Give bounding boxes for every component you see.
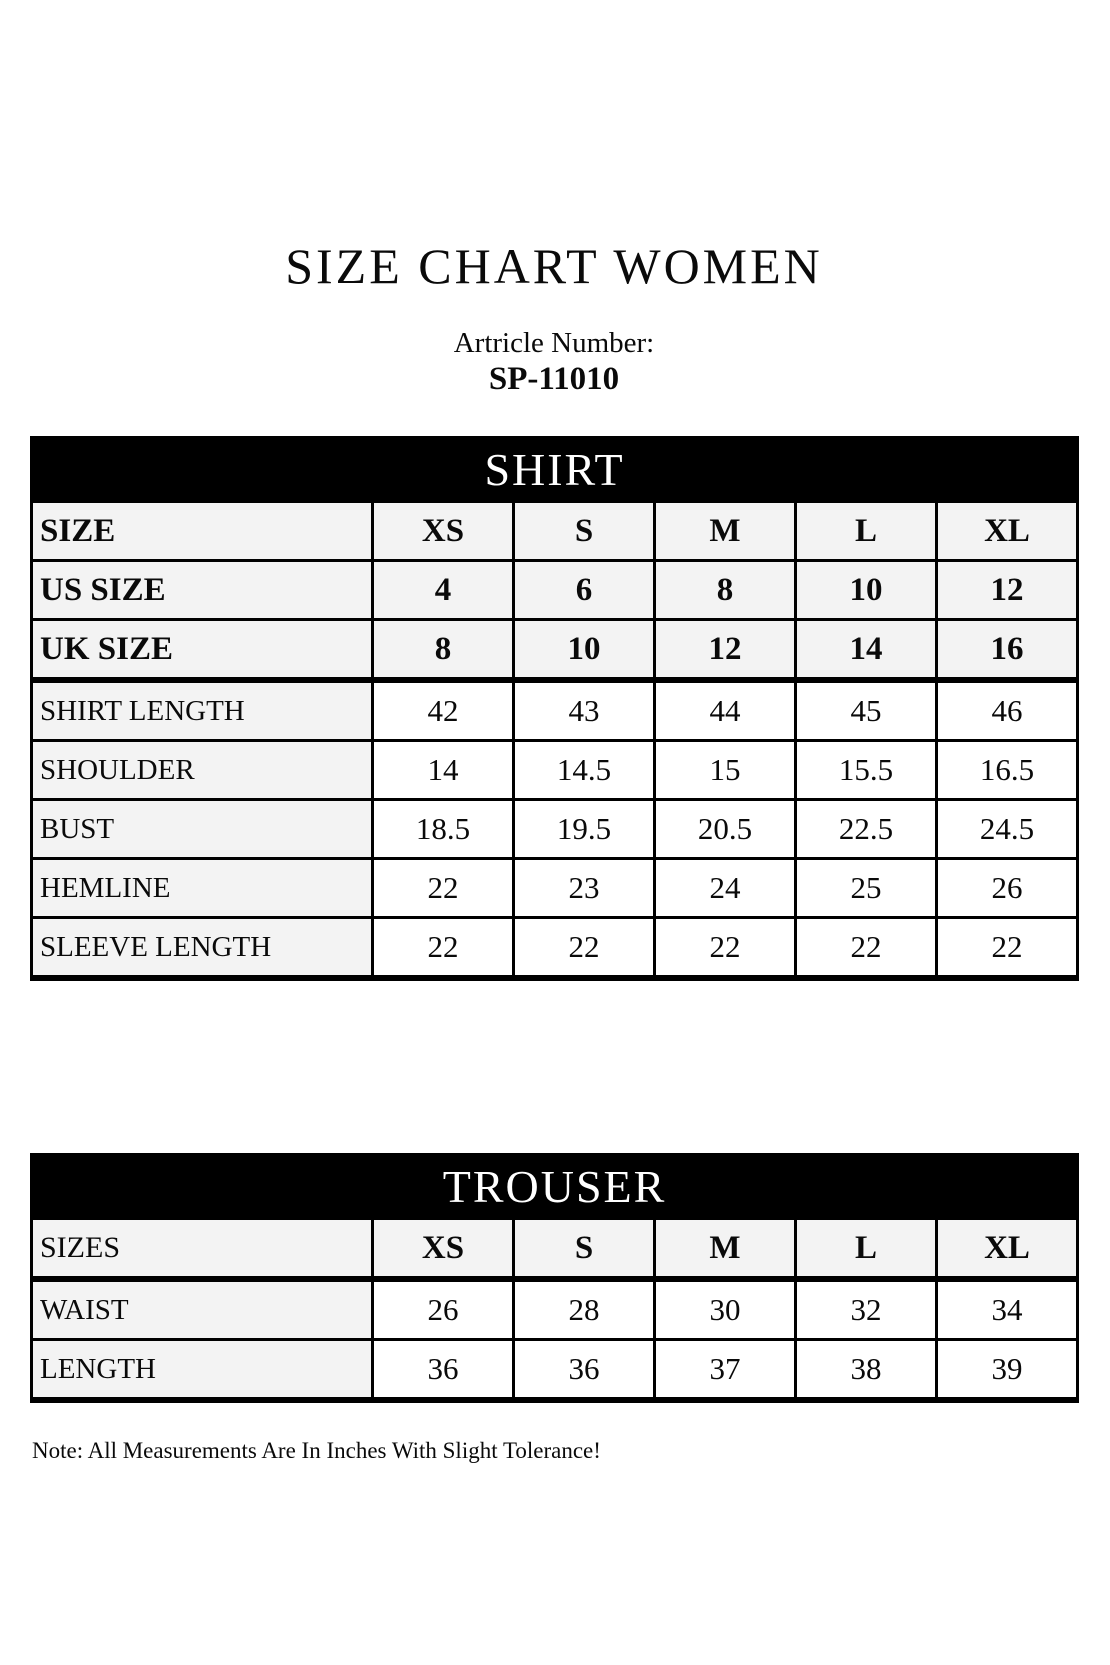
measure-value-cell: 38: [796, 1340, 937, 1401]
size-value-cell: 14: [796, 620, 937, 681]
measure-value-cell: 46: [937, 680, 1078, 741]
measure-value-cell: 24: [655, 859, 796, 918]
size-value-cell: XS: [373, 1219, 514, 1280]
size-value-cell: S: [514, 502, 655, 561]
measure-value-cell: 20.5: [655, 800, 796, 859]
table-row-uk-size: [32, 620, 1078, 681]
measure-value-cell: 14.5: [514, 741, 655, 800]
size-value-cell: XS: [373, 502, 514, 561]
table-row-length: [32, 1340, 1078, 1401]
measure-value-cell: 26: [373, 1279, 514, 1340]
measure-value-cell: 24.5: [937, 800, 1078, 859]
row-label: WAIST: [32, 1279, 373, 1340]
article-number: SP-11010: [488, 361, 620, 397]
size-value-cell: M: [655, 502, 796, 561]
measure-value-cell: 34: [937, 1279, 1078, 1340]
row-label: UK SIZE: [32, 620, 373, 681]
size-value-cell: M: [655, 1219, 796, 1280]
measure-value-cell: 25: [796, 859, 937, 918]
row-label: SHOULDER: [32, 741, 373, 800]
shirt-table-title: SHIRT: [32, 438, 1078, 502]
row-label: SLEEVE LENGTH: [32, 918, 373, 979]
size-value-cell: S: [514, 1219, 655, 1280]
measure-value-cell: 30: [655, 1279, 796, 1340]
measure-value-cell: 22: [796, 918, 937, 979]
measure-value-cell: 32: [796, 1279, 937, 1340]
size-value-cell: 8: [655, 561, 796, 620]
table-row-size: [32, 502, 1078, 561]
measure-value-cell: 37: [655, 1340, 796, 1401]
size-value-cell: 16: [937, 620, 1078, 681]
measure-value-cell: 22: [373, 859, 514, 918]
table-row-shirt-length: [32, 680, 1078, 741]
size-value-cell: L: [796, 502, 937, 561]
measure-value-cell: 26: [937, 859, 1078, 918]
size-value-cell: 4: [373, 561, 514, 620]
measure-value-cell: 22: [373, 918, 514, 979]
size-value-cell: 8: [373, 620, 514, 681]
table-row-hemline: [32, 859, 1078, 918]
table-row-us-size: [32, 561, 1078, 620]
table-row-sizes: [32, 1219, 1078, 1280]
size-value-cell: 12: [655, 620, 796, 681]
measure-value-cell: 14: [373, 741, 514, 800]
measure-value-cell: 42: [373, 680, 514, 741]
row-label: BUST: [32, 800, 373, 859]
size-value-cell: XL: [937, 1219, 1078, 1280]
measure-value-cell: 15.5: [796, 741, 937, 800]
trouser-size-table: [30, 1153, 1079, 1403]
measure-value-cell: 22: [514, 918, 655, 979]
size-value-cell: 12: [937, 561, 1078, 620]
trouser-table-header-row: [32, 1155, 1078, 1219]
measure-value-cell: 22: [655, 918, 796, 979]
page-title: SIZE CHART WOMEN: [285, 238, 823, 294]
row-label: LENGTH: [32, 1340, 373, 1401]
shirt-size-table: [30, 436, 1079, 981]
row-label: SIZE: [32, 502, 373, 561]
measure-value-cell: 43: [514, 680, 655, 741]
size-value-cell: 6: [514, 561, 655, 620]
measure-value-cell: 39: [937, 1340, 1078, 1401]
size-value-cell: 10: [514, 620, 655, 681]
measure-value-cell: 23: [514, 859, 655, 918]
size-value-cell: L: [796, 1219, 937, 1280]
size-value-cell: 10: [796, 561, 937, 620]
size-note: Note: All Measurements Are In Inches With Slight Tolerance!: [32, 1438, 601, 1463]
row-label: SHIRT LENGTH: [32, 680, 373, 741]
shirt-table-header-row: [32, 438, 1078, 502]
table-row-bust: [32, 800, 1078, 859]
row-label: US SIZE: [32, 561, 373, 620]
row-label: HEMLINE: [32, 859, 373, 918]
measure-value-cell: 22.5: [796, 800, 937, 859]
article-number-label: Artricle Number:: [453, 327, 655, 359]
table-row-waist: [32, 1279, 1078, 1340]
trouser-table-title: TROUSER: [32, 1155, 1078, 1219]
table-row-sleeve-length: [32, 918, 1078, 979]
size-chart-page: [30, 0, 1078, 1465]
measure-value-cell: 28: [514, 1279, 655, 1340]
measure-value-cell: 36: [373, 1340, 514, 1401]
measure-value-cell: 15: [655, 741, 796, 800]
measure-value-cell: 18.5: [373, 800, 514, 859]
measure-value-cell: 36: [514, 1340, 655, 1401]
measure-value-cell: 44: [655, 680, 796, 741]
measure-value-cell: 19.5: [514, 800, 655, 859]
row-label: SIZES: [32, 1219, 373, 1280]
measure-value-cell: 22: [937, 918, 1078, 979]
measure-value-cell: 45: [796, 680, 937, 741]
measure-value-cell: 16.5: [937, 741, 1078, 800]
table-row-shoulder: [32, 741, 1078, 800]
size-value-cell: XL: [937, 502, 1078, 561]
